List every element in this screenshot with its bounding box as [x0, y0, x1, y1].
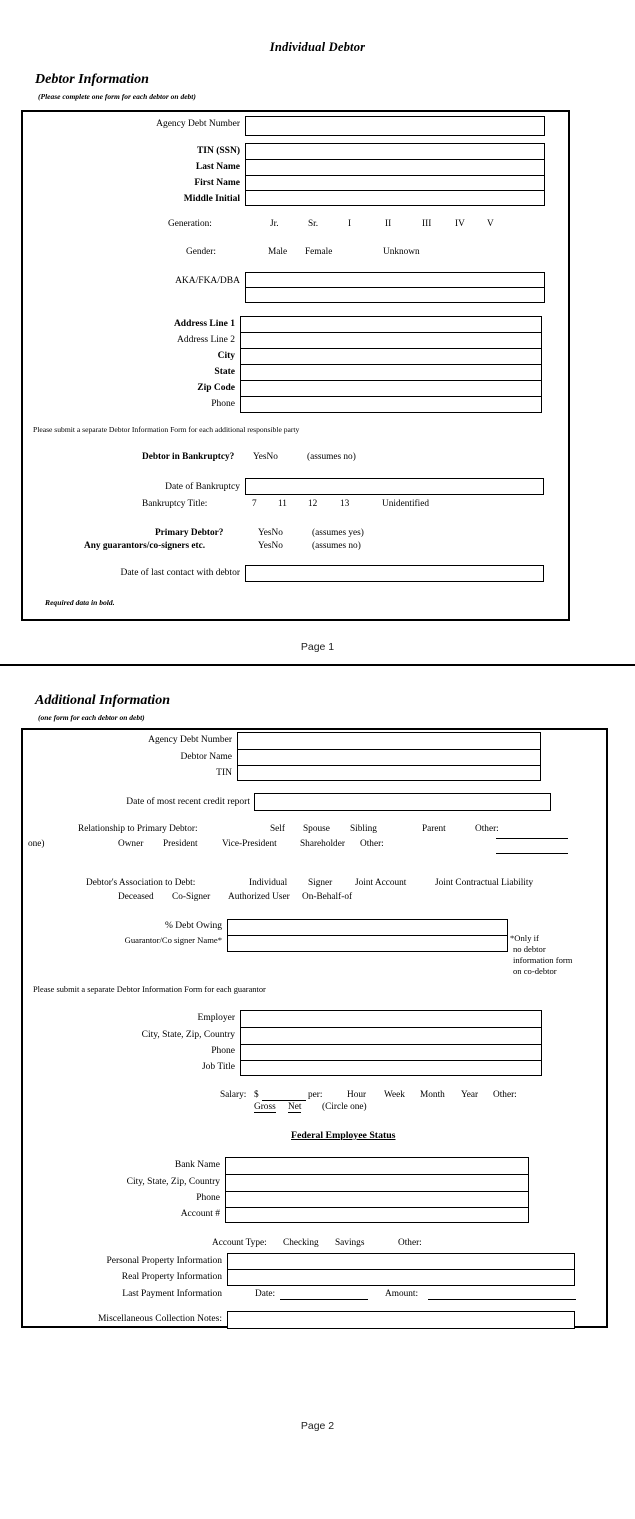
label-last-name: Last Name	[195, 162, 240, 172]
option-association-co-signer[interactable]: Co-Signer	[172, 892, 211, 902]
option-salary-month[interactable]: Month	[420, 1090, 445, 1100]
section-subtitle-debtor-information: (Please complete one form for each debtor on debt)	[38, 92, 196, 101]
label-generation: Generation:	[168, 219, 212, 229]
sidenote-guarantor-line-1: *Only if	[510, 933, 539, 943]
input-pct-debt-owing[interactable]	[228, 920, 507, 936]
hint-circle-one: (Circle one)	[322, 1102, 367, 1112]
label-debtor-name: Debtor Name	[180, 752, 232, 762]
input-group-aka	[245, 272, 545, 303]
option-generation-jr[interactable]: Jr.	[270, 219, 279, 229]
option-association-individual[interactable]: Individual	[249, 878, 288, 888]
label-salary: Salary:	[220, 1090, 247, 1100]
label-state: State	[214, 367, 235, 377]
margin-fragment-one: one)	[28, 839, 45, 849]
label-pct-debt-owing: % Debt Owing	[165, 921, 222, 931]
label-gender: Gender:	[186, 247, 216, 257]
option-association-signer[interactable]: Signer	[308, 878, 333, 888]
label-last-payment-amount: Amount:	[385, 1289, 419, 1299]
document-title: Individual Debtor	[269, 40, 366, 54]
input-group-bank	[225, 1157, 529, 1223]
option-association-authorized-user[interactable]: Authorized User	[228, 892, 290, 902]
input-misc-collection-notes[interactable]	[227, 1311, 575, 1329]
label-middle-initial: Middle Initial	[183, 194, 240, 204]
hint-primary-debtor-default: (assumes yes)	[312, 528, 364, 538]
option-relationship-shareholder[interactable]: Shareholder	[300, 839, 345, 849]
input-bank-name[interactable]	[226, 1158, 528, 1175]
input-last-payment-date[interactable]	[280, 1299, 368, 1300]
input-bank-phone[interactable]	[226, 1192, 528, 1208]
label-per: per:	[308, 1090, 323, 1100]
input-first-name[interactable]	[246, 176, 544, 191]
input-debtor-name[interactable]	[238, 750, 540, 766]
option-salary-net[interactable]: Net	[288, 1102, 302, 1112]
currency-symbol: $	[254, 1090, 259, 1100]
option-salary-week[interactable]: Week	[384, 1090, 405, 1100]
notice-guarantor-form: Please submit a separate Debtor Information Form for each guarantor	[33, 985, 266, 994]
input-group-employment	[240, 1010, 542, 1076]
option-bankruptcy-title-13[interactable]: 13	[340, 499, 350, 509]
option-generation-iii[interactable]: III	[422, 219, 432, 229]
input-group-debt-identity	[237, 732, 541, 781]
input-salary-amount[interactable]	[262, 1100, 306, 1101]
input-agency-debt-number[interactable]	[238, 733, 540, 750]
sidenote-guarantor-line-3: information form	[513, 955, 573, 965]
option-generation-iv[interactable]: IV	[455, 219, 465, 229]
label-job-title: Job Title	[201, 1062, 235, 1072]
input-date-of-bankruptcy[interactable]	[245, 478, 544, 495]
option-account-type-other[interactable]: Other:	[398, 1238, 422, 1248]
input-employer-city-state-zip-country[interactable]	[241, 1028, 541, 1045]
page-2-footer: Page 2	[300, 1420, 335, 1432]
input-group-identity	[245, 143, 545, 206]
label-misc-collection-notes: Miscellaneous Collection Notes:	[97, 1314, 222, 1324]
input-aka-line-2[interactable]	[246, 288, 544, 302]
option-generation-v[interactable]: V	[487, 219, 494, 229]
label-real-property-information: Real Property Information	[121, 1272, 222, 1282]
label-any-guarantors: Any guarantors/co-signers etc.	[84, 541, 206, 551]
toggle-any-guarantors-yesno[interactable]: YesNo	[258, 541, 283, 551]
input-group-property	[227, 1253, 575, 1286]
input-last-name[interactable]	[246, 160, 544, 176]
option-generation-sr[interactable]: Sr.	[308, 219, 319, 229]
input-group-address	[240, 316, 542, 413]
label-bank-phone: Phone	[196, 1193, 220, 1203]
label-last-payment-information: Last Payment Information	[122, 1289, 222, 1299]
option-gender-male[interactable]: Male	[268, 247, 288, 257]
toggle-debtor-in-bankruptcy-yesno[interactable]: YesNo	[253, 452, 278, 462]
option-salary-gross[interactable]: Gross	[254, 1102, 276, 1112]
label-date-credit-report: Date of most recent credit report	[126, 797, 250, 807]
option-salary-year[interactable]: Year	[461, 1090, 479, 1100]
option-relationship-president[interactable]: President	[163, 839, 198, 849]
page-1-footer: Page 1	[300, 641, 335, 653]
option-relationship-other-2[interactable]: Other:	[360, 839, 384, 849]
label-association-to-debt: Debtor's Association to Debt:	[86, 878, 196, 888]
label-account-type: Account Type:	[212, 1238, 267, 1248]
label-address-line-2: Address Line 2	[176, 335, 235, 345]
label-employer-phone: Phone	[211, 1046, 235, 1056]
label-address-line-1: Address Line 1	[173, 319, 235, 329]
input-group-guarantor	[227, 919, 508, 952]
option-generation-i[interactable]: I	[348, 219, 352, 229]
option-generation-ii[interactable]: II	[385, 219, 392, 229]
label-employer-city: City, State, Zip, Country	[141, 1030, 235, 1040]
label-employer: Employer	[197, 1013, 235, 1023]
input-account-number[interactable]	[226, 1208, 528, 1224]
write-in-relationship-other-1[interactable]	[496, 838, 568, 839]
option-bankruptcy-title-12[interactable]: 12	[308, 499, 318, 509]
input-middle-initial[interactable]	[246, 191, 544, 206]
option-bankruptcy-title-11[interactable]: 11	[278, 499, 287, 509]
option-association-deceased[interactable]: Deceased	[118, 892, 154, 902]
label-date-last-contact: Date of last contact with debtor	[120, 568, 240, 578]
label-city: City	[217, 351, 235, 361]
option-relationship-sibling[interactable]: Sibling	[350, 824, 377, 834]
page-2	[0, 670, 635, 1519]
sidenote-guarantor-line-4: on co-debtor	[513, 966, 557, 976]
input-agency-debt-number[interactable]	[245, 116, 545, 136]
option-salary-other[interactable]: Other:	[493, 1090, 517, 1100]
input-last-payment-amount[interactable]	[428, 1299, 576, 1300]
option-salary-hour[interactable]: Hour	[347, 1090, 367, 1100]
input-employer[interactable]	[241, 1011, 541, 1028]
hint-any-guarantors-default: (assumes no)	[312, 541, 361, 551]
label-bank-city: City, State, Zip, Country	[126, 1177, 220, 1187]
label-tin: TIN	[216, 768, 232, 778]
label-bank-name: Bank Name	[174, 1160, 220, 1170]
input-job-title[interactable]	[241, 1061, 541, 1077]
option-gender-unknown[interactable]: Unknown	[383, 247, 420, 257]
section-title-debtor-information: Debtor Information	[35, 72, 149, 87]
page-separator	[0, 664, 635, 666]
header-federal-employee-status: Federal Employee Status	[291, 1130, 396, 1141]
option-relationship-vice-president[interactable]: Vice-President	[222, 839, 277, 849]
option-account-type-checking[interactable]: Checking	[283, 1238, 319, 1248]
input-address-line-1[interactable]	[241, 317, 541, 333]
input-phone[interactable]	[241, 397, 541, 412]
input-address-line-2[interactable]	[241, 333, 541, 349]
section-title-additional-information: Additional Information	[35, 693, 170, 708]
section-subtitle-additional-information: (one form for each debtor on debt)	[38, 713, 145, 722]
option-relationship-self[interactable]: Self	[270, 824, 285, 834]
label-aka-fka-dba: AKA/FKA/DBA	[175, 276, 240, 286]
label-phone: Phone	[211, 399, 235, 409]
option-relationship-other-1[interactable]: Other:	[475, 824, 499, 834]
label-relationship-to-primary-debtor: Relationship to Primary Debtor:	[78, 824, 198, 834]
option-relationship-owner[interactable]: Owner	[118, 839, 144, 849]
write-in-relationship-other-2[interactable]	[496, 853, 568, 854]
option-bankruptcy-title-7[interactable]: 7	[252, 499, 257, 509]
option-association-joint-contractual-liability[interactable]: Joint Contractual Liability	[435, 878, 534, 888]
label-guarantor-name: Guarantor/Co signer Name*	[124, 935, 222, 945]
option-bankruptcy-title-unidentified[interactable]: Unidentified	[382, 499, 429, 509]
label-debtor-in-bankruptcy: Debtor in Bankruptcy?	[142, 452, 235, 462]
label-last-payment-date: Date:	[255, 1289, 276, 1299]
input-bank-city-state-zip-country[interactable]	[226, 1175, 528, 1192]
input-tin[interactable]	[238, 766, 540, 781]
label-zip-code: Zip Code	[197, 383, 235, 393]
label-first-name: First Name	[194, 178, 240, 188]
page-1	[0, 0, 635, 670]
sidenote-guarantor-line-2: no debtor	[513, 944, 546, 954]
option-relationship-spouse[interactable]: Spouse	[303, 824, 330, 834]
input-aka-line-1[interactable]	[246, 273, 544, 288]
note-required-data-bold: Required data in bold.	[45, 598, 115, 607]
input-date-credit-report[interactable]	[254, 793, 551, 811]
input-date-last-contact[interactable]	[245, 565, 544, 582]
input-guarantor-name[interactable]	[228, 936, 507, 952]
label-date-of-bankruptcy: Date of Bankruptcy	[165, 482, 240, 492]
input-employer-phone[interactable]	[241, 1045, 541, 1061]
option-gender-female[interactable]: Female	[305, 247, 333, 257]
input-city[interactable]	[241, 349, 541, 365]
option-association-on-behalf-of[interactable]: On-Behalf-of	[302, 892, 353, 902]
label-primary-debtor: Primary Debtor?	[155, 528, 224, 538]
input-tin-ssn[interactable]	[246, 144, 544, 160]
hint-debtor-in-bankruptcy-default: (assumes no)	[307, 452, 356, 462]
option-association-joint-account[interactable]: Joint Account	[355, 878, 407, 888]
input-real-property-information[interactable]	[228, 1270, 574, 1286]
option-account-type-savings[interactable]: Savings	[335, 1238, 365, 1248]
label-tin-ssn: TIN (SSN)	[196, 146, 240, 156]
notice-responsible-party: Please submit a separate Debtor Information Form for each additional responsible party	[33, 425, 300, 434]
toggle-primary-debtor-yesno[interactable]: YesNo	[258, 528, 283, 538]
label-agency-debt-number: Agency Debt Number	[148, 735, 232, 745]
label-account-number: Account #	[180, 1209, 220, 1219]
input-zip-code[interactable]	[241, 381, 541, 397]
input-personal-property-information[interactable]	[228, 1254, 574, 1270]
label-bankruptcy-title: Bankruptcy Title:	[142, 499, 208, 509]
label-personal-property-information: Personal Property Information	[106, 1256, 222, 1266]
input-state[interactable]	[241, 365, 541, 381]
option-relationship-parent[interactable]: Parent	[422, 824, 446, 834]
label-agency-debt-number: Agency Debt Number	[156, 119, 240, 129]
